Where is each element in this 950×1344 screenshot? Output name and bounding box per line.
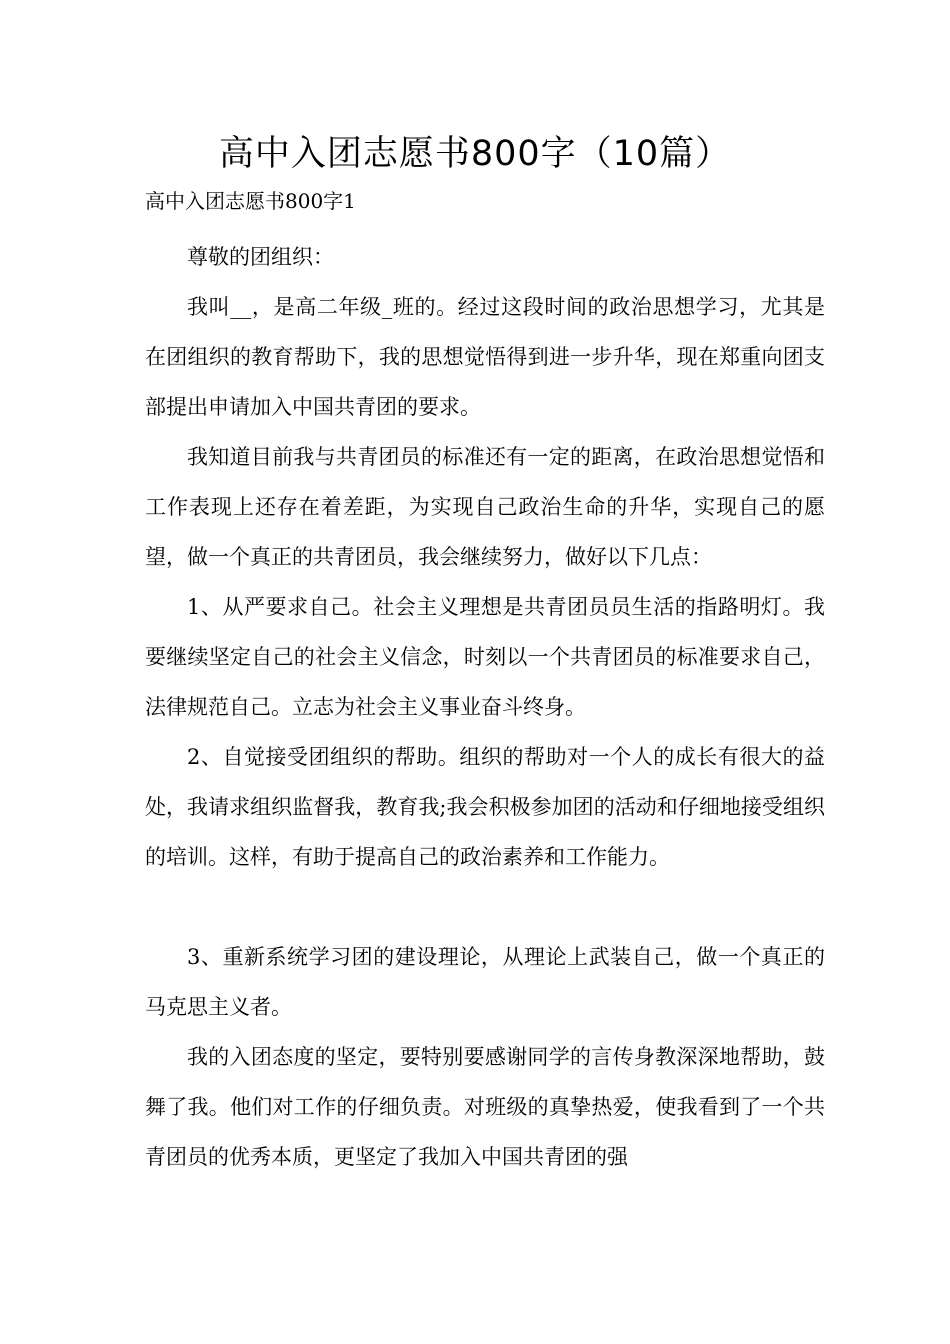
document-title: 高中入团志愿书800字（10篇）	[218, 134, 732, 174]
paragraph-salutation: 尊敬的团组织：	[187, 245, 334, 269]
paragraph-point-2: 2、自觉接受团组织的帮助。组织的帮助对一个人的成长有很大的益处，我请求组织监督我，教育我;我会积极参加团的活动和仔细地接受组织的培训。这样，有助于提高自己的政治素养和工作能力。	[145, 745, 825, 869]
document-body	[145, 232, 825, 1182]
paragraph-gratitude: 我的入团态度的坚定，要特别要感谢同学的言传身教深深地帮助，鼓舞了我。他们对工作的仔细负责。对班级的真挚热爱，使我看到了一个共青团员的优秀本质，更坚定了我加入中国共青团的强	[145, 1045, 825, 1169]
paragraph-point-1: 1、从严要求自己。社会主义理想是共青团员员生活的指路明灯。我要继续坚定自己的社会主义信念，时刻以一个共青团员的标准要求自己，法律规范自己。立志为社会主义事业奋斗终身。	[145, 595, 825, 719]
paragraph-introduction: 我叫__，是高二年级_班的。经过这段时间的政治思想学习，尤其是在团组织的教育帮助下，我的思想觉悟得到进一步升华，现在郑重向团支部提出申请加入中国共青团的要求。	[145, 295, 825, 419]
paragraph-commitment: 我知道目前我与共青团员的标准还有一定的距离，在政治思想觉悟和工作表现上还存在着差距，为实现自己政治生命的升华，实现自己的愿望，做一个真正的共青团员，我会继续努力，做好以下几点：	[145, 445, 825, 569]
paragraph-point-3: 3、重新系统学习团的建设理论，从理论上武装自己，做一个真正的马克思主义者。	[145, 945, 825, 1019]
document-subtitle: 高中入团志愿书800字1	[145, 189, 356, 213]
